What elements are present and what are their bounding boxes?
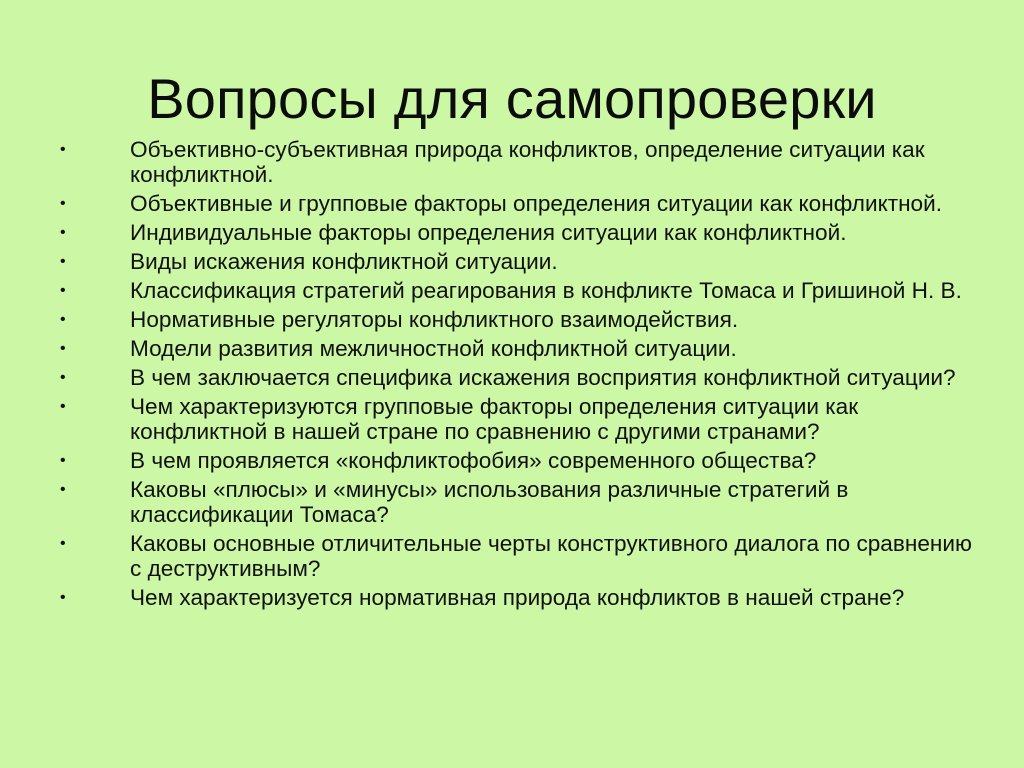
slide-title: Вопросы для самопроверки (147, 67, 877, 130)
bullet-icon: • (60, 481, 66, 498)
bullet-icon: • (60, 452, 66, 469)
list-item-text: Объективно-субъективная природа конфликтов, определение ситуации как конфликтной. (130, 137, 925, 187)
list-item-text: Каковы основные отличительные черты конструктивного диалога по сравнению с деструктивным? (130, 531, 972, 581)
list-item-text: Модели развития межличностной конфликтной ситуации. (130, 336, 737, 361)
bullet-icon: • (60, 589, 66, 606)
bullet-icon: • (60, 398, 66, 415)
list-item (0, 531, 1024, 581)
list-item (0, 278, 1024, 303)
list-item-text: В чем заключается специфика искажения восприятия конфликтной ситуации? (130, 365, 956, 390)
list-item (0, 220, 1024, 245)
list-item (0, 249, 1024, 274)
list-item (0, 477, 1024, 527)
bullet-icon: • (60, 369, 66, 386)
list-item (0, 448, 1024, 473)
bullet-icon: • (60, 311, 66, 328)
list-item-text: Каковы «плюсы» и «минусы» использования различные стратегий в классификации Томаса? (130, 477, 849, 527)
bullet-icon: • (60, 253, 66, 270)
list-item-text: В чем проявляется «конфликтофобия» современного общества? (130, 448, 817, 473)
list-item (0, 365, 1024, 390)
list-item (0, 336, 1024, 361)
bullet-icon: • (60, 282, 66, 299)
bullet-icon: • (60, 224, 66, 241)
list-item-text: Чем характеризуется нормативная природа конфликтов в нашей стране? (130, 585, 905, 610)
list-item (0, 394, 1024, 444)
list-item-text: Классификация стратегий реагирования в конфликте Томаса и Гришиной Н. В. (130, 278, 962, 303)
bullet-icon: • (60, 141, 66, 158)
bullet-icon: • (60, 340, 66, 357)
list-item-text: Нормативные регуляторы конфликтного взаимодействия. (130, 307, 739, 332)
list-item-text: Чем характеризуются групповые факторы определения ситуации как конфликтной в нашей стране по сравнению с другими странами? (130, 394, 859, 444)
list-item-text: Индивидуальные факторы определения ситуации как конфликтной. (130, 220, 847, 245)
bullet-icon: • (60, 195, 66, 212)
list-item-text: Объективные и групповые факторы определения ситуации как конфликтной. (130, 191, 943, 216)
list-item (0, 307, 1024, 332)
question-list (0, 137, 1024, 614)
list-item-text: Виды искажения конфликтной ситуации. (130, 249, 558, 274)
list-item (0, 137, 1024, 187)
bullet-icon: • (60, 535, 66, 552)
list-item (0, 191, 1024, 216)
list-item (0, 585, 1024, 610)
